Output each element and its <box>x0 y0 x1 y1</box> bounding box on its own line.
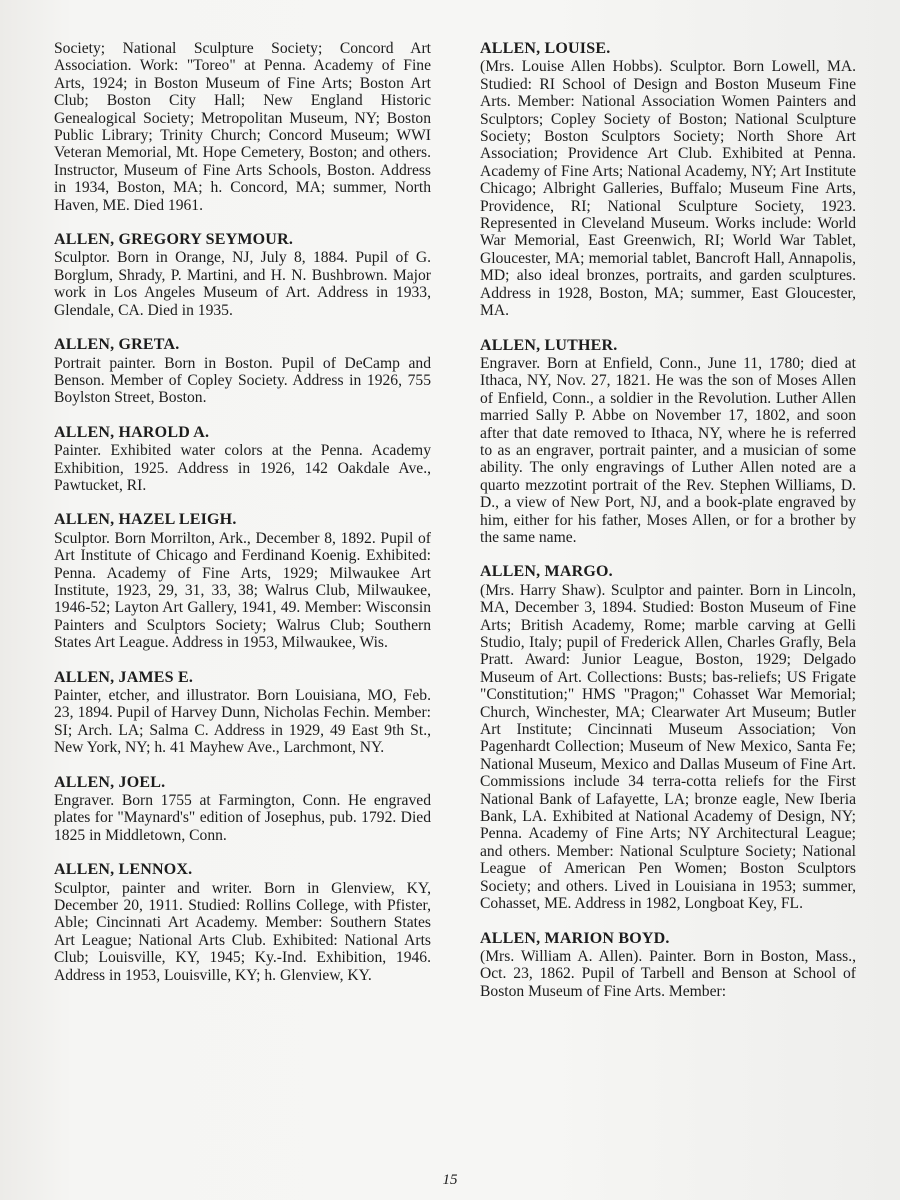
entry-text: (Mrs. Harry Shaw). Sculptor and painter. Born in Lincoln, MA, December 3, 1894. Studied: Boston Museum of Fine Arts; British Academy, Rome; marble carving at Gelli Studio, Italy; pupil of Frederick Allen, Charles Grafly, Bela Pratt. Award: Junior League, Boston, 1929; Delgado Museum of Art. Collections: Busts; bas-reliefs; US Frigate "Constitution;" HMS "Pragon;" Cohasset War Memorial; Church, Winchester, MA; Clearwater Art Museum; Butler Art Institute; Cincinnati Museum Association; Von Pagenhardt Collection; Museum of New Mexico, Santa Fe; National Museum, Mexico and Dallas Museum of Fine Art. Commissions include 34 terra-cotta reliefs for the First National Bank of Lafayette, LA; bronze eagle, New Iberia Bank, LA. Exhibited at National Academy of Design, NY; Penna. Academy of Fine Arts; NY Architectural League; and others. Member: National Sculpture Society; National League of American Pen Women; Boston Sculptors Society; and others. Lived in Louisiana in 1953; summer, Cohasset, ME. Address in 1982, Longboat Key, FL. <box>480 581 856 913</box>
entry-heading: ALLEN, JAMES E. <box>54 668 194 686</box>
entry-text: Sculptor. Born in Orange, NJ, July 8, 1884. Pupil of G. Borglum, Shrady, P. Martini, and H. N. Bushbrown. Major work in Los Angeles Museum of Art. Address in 1933, Glendale, CA. Died in 1935. <box>54 249 431 319</box>
entry-joel-allen <box>54 774 431 845</box>
entry-heading: ALLEN, MARION BOYD. <box>480 929 670 947</box>
entry-text: Engraver. Born at Enfield, Conn., June 11, 1780; died at Ithaca, NY, Nov. 27, 1821. He was the son of Moses Allen of Enfield, Conn., a soldier in the Revolution. Luther Allen married Sally P. Abbe on November 17, 1802, and soon after that date removed to Ithaca, NY, where he is referred to as an engraver, portrait painter, and a musician of some ability. The only engravings of Luther Allen noted are a quarto mezzotint portrait of the Rev. Stephen Williams, D. D., a view of New Port, NJ, and a book-plate engraved by him, either for his father, Moses Allen, or for a brother by the same name. <box>480 354 856 546</box>
entry-text: Painter. Exhibited water colors at the Penna. Academy Exhibition, 1925. Address in 1926, 142 Oakdale Ave., Pawtucket, RI. <box>54 442 431 494</box>
entry-louise-allen <box>480 40 856 320</box>
entry-heading: ALLEN, LENNOX. <box>54 861 193 879</box>
entry-text: Society; National Sculpture Society; Concord Art Association. Work: "Toreo" at Penna. Academy of Fine Arts, 1924; in Boston Museum of Fine Arts; Boston Art Club; Boston City Hall; New England Historic Genealogical Society; Metropolitan Museum, NY; Boston Public Library; Trinity Church; Concord Museum; WWI Veteran Memorial, Mt. Hope Cemetery, Boston; and others. Instructor, Museum of Fine Arts Schools, Boston. Address in 1934, Boston, MA; h. Concord, MA; summer, North Haven, ME. Died 1961. <box>54 40 431 214</box>
entry-harold-a-allen <box>54 424 431 495</box>
entry-heading: ALLEN, GRETA. <box>54 336 180 354</box>
entry-gregory-seymour-allen <box>54 231 431 319</box>
entry-text: (Mrs. Louise Allen Hobbs). Sculptor. Born Lowell, MA. Studied: RI School of Design and Boston Museum Fine Arts. Member: National Association Women Painters and Sculptors; Copley Society of Boston; National Sculpture Society; Boston Sculptors Society; North Shore Art Association; Providence Art Club. Exhibited at Penna. Academy of Fine Arts; National Academy, NY; Art Institute Chicago; Albright Galleries, Buffalo; Museum Fine Arts, Providence, RI; National Sculpture Society, 1923. Represented in Cleveland Museum. Works include: World War Memorial, East Greenwich, RI; World War Tablet, Gloucester, MA; memorial tablet, Bancroft Hall, Annapolis, MD; also ideal bronzes, portraits, and garden sculptures. Address in 1928, Boston, MA; summer, East Gloucester, MA. <box>480 58 856 320</box>
entry-heading: ALLEN, GREGORY SEYMOUR. <box>54 231 294 249</box>
left-column <box>54 40 431 1001</box>
entry-text: Engraver. Born 1755 at Farmington, Conn. He engraved plates for "Maynard's" edition of Josephus, pub. 1792. Died 1825 in Middletown, Conn. <box>54 792 431 844</box>
entry-heading: ALLEN, MARGO. <box>480 563 613 581</box>
page-number: 15 <box>442 1172 458 1188</box>
right-column <box>480 40 856 1017</box>
entry-text: (Mrs. William A. Allen). Painter. Born in Boston, Mass., Oct. 23, 1862. Pupil of Tarbell and Benson at School of Boston Museum of Fine Arts. Member: <box>480 947 856 1000</box>
entry-james-e-allen <box>54 669 431 757</box>
continued-entry <box>54 40 431 214</box>
entry-text: Portrait painter. Born in Boston. Pupil of DeCamp and Benson. Member of Copley Society. Address in 1926, 755 Boylston Street, Boston. <box>54 354 431 407</box>
entry-text: Sculptor, painter and writer. Born in Glenview, KY, December 20, 1911. Studied: Rollins College, with Pfister, Able; Cincinnati Art Academy. Member: Southern States Art League; National Arts Club. Exhibited: National Arts Club; Louisville, KY, 1945; Ky.-Ind. Exhibition, 1946. Address in 1953, Louisville, KY; h. Glenview, KY. <box>54 879 431 984</box>
entry-heading: ALLEN, JOEL. <box>54 773 166 791</box>
entry-heading: ALLEN, HAZEL LEIGH. <box>54 511 237 529</box>
entry-text: Painter, etcher, and illustrator. Born Louisiana, MO, Feb. 23, 1894. Pupil of Harvey Dunn, Nicholas Fechin. Member: SI; Arch. LA; Salma C. Address in 1929, 49 East 9th St., New York, NY; h. 41 Mayhew Ave., Larchmont, NY. <box>54 687 431 757</box>
entry-margo-allen <box>480 563 856 912</box>
entry-lennox-allen <box>54 861 431 984</box>
entry-hazel-leigh-allen <box>54 511 431 651</box>
entry-heading: ALLEN, LUTHER. <box>480 336 618 354</box>
entry-greta-allen <box>54 336 431 407</box>
entry-heading: ALLEN, HAROLD A. <box>54 423 210 441</box>
entry-luther-allen <box>480 337 856 547</box>
entry-heading: ALLEN, LOUISE. <box>480 40 611 57</box>
entry-text: Sculptor. Born Morrilton, Ark., December 8, 1892. Pupil of Art Institute of Chicago and Ferdinand Koenig. Exhibited: Penna. Academy of Fine Arts, 1929; Milwaukee Art Institute, 1923, 29, 31, 33, 38; Walrus Club, Milwaukee, 1946-52; Layton Art Gallery, 1941, 49. Member: Wisconsin Painters and Sculptors Society; Walrus Club; Southern States Art League. Address in 1953, Milwaukee, Wis. <box>54 529 431 652</box>
entry-marion-boyd-allen <box>480 930 856 1001</box>
